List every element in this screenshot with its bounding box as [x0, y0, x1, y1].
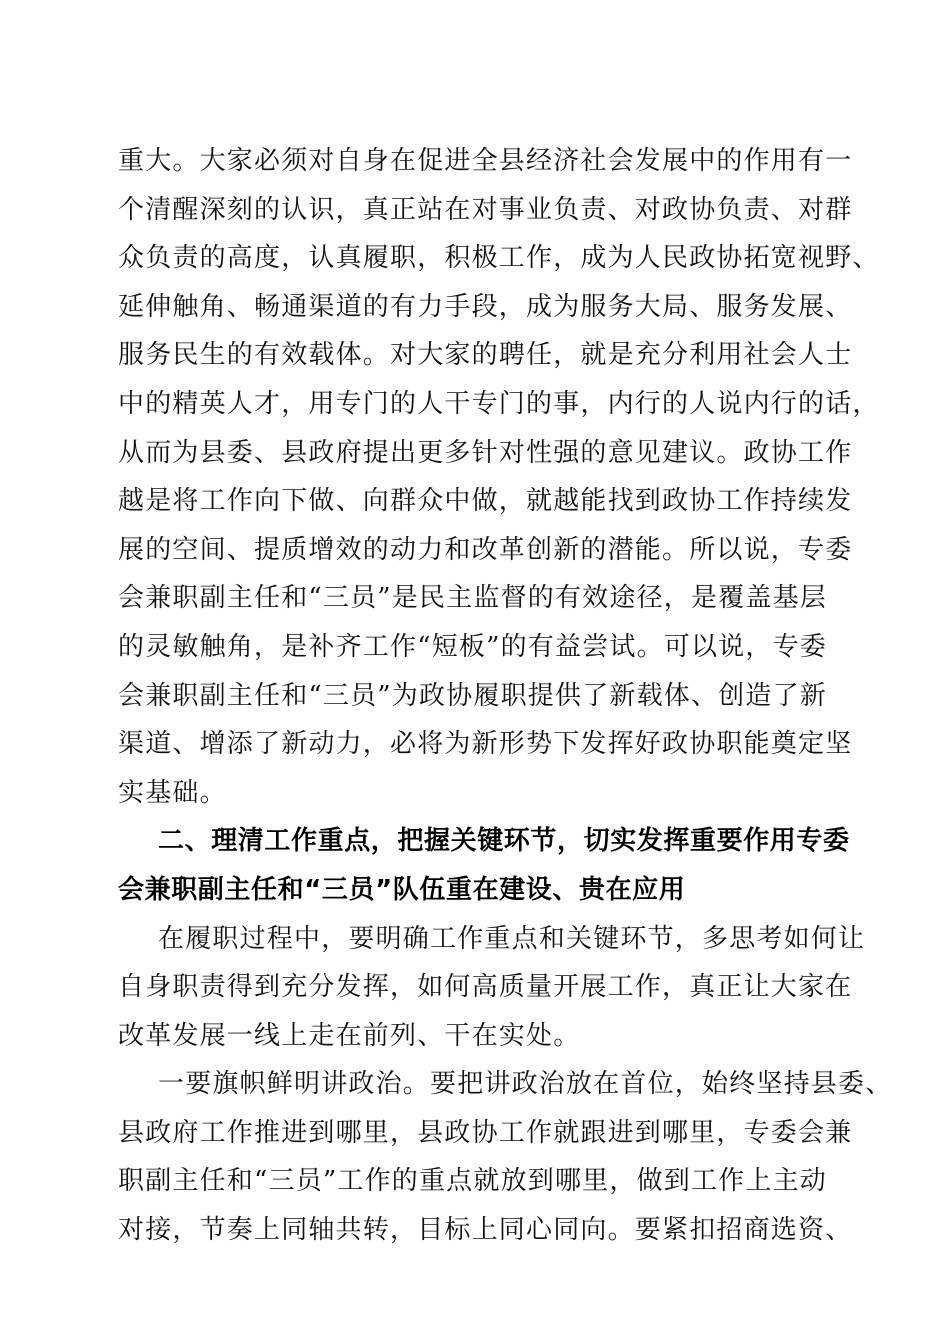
paragraph-intro	[118, 915, 866, 1061]
paragraph-line: 在履职过程中，要明确工作重点和关键环节，多思考如何让	[158, 923, 866, 954]
paragraph-line: 改革发展一线上走在前列、干在实处。	[118, 1020, 581, 1051]
paragraph-line: 越是将工作向下做、向群众中做，就越能找到政协工作持续发	[118, 486, 853, 517]
paragraph-continuation	[118, 137, 880, 817]
paragraph-line: 众负责的高度，认真履职，积极工作，成为人民政协拓宽视野、	[118, 243, 880, 274]
paragraph-line: 会兼职副主任和“三员”是民主监督的有效途径，是覆盖基层	[118, 583, 827, 614]
document-page	[118, 137, 893, 1255]
paragraph-line: 自身职责得到充分发挥，如何高质量开展工作，真正让大家在	[118, 972, 853, 1003]
paragraph-line: 会兼职副主任和“三员”为政协履职提供了新载体、创造了新	[118, 680, 827, 711]
paragraph-line: 对接，节奏上同轴共转，目标上同心同向。要紧扣招商选资、	[118, 1215, 853, 1246]
paragraph-line: 县政府工作推进到哪里，县政协工作就跟进到哪里，专委会兼	[118, 1117, 853, 1148]
heading-line: 二、理清工作重点，把握关键环节，切实发挥重要作用专委	[158, 826, 850, 857]
paragraph-line: 的灵敏触角，是补齐工作“短板”的有益尝试。可以说，专委	[118, 631, 827, 662]
paragraph-line: 一要旗帜鲜明讲政治。要把讲政治放在首位，始终坚持县委、	[158, 1069, 893, 1100]
paragraph-line: 服务民生的有效载体。对大家的聘任，就是充分利用社会人士	[118, 340, 853, 371]
paragraph-line: 渠道、增添了新动力，必将为新形势下发挥好政协职能奠定坚	[118, 729, 853, 760]
paragraph-line: 重大。大家必须对自身在促进全县经济社会发展中的作用有一	[118, 146, 853, 176]
paragraph-line: 展的空间、提质增效的动力和改革创新的潜能。所以说，专委	[118, 534, 853, 565]
paragraph-line: 个清醒深刻的认识，真正站在对事业负责、对政协负责、对群	[118, 194, 853, 225]
paragraph-line: 从而为县委、县政府提出更多针对性强的意见建议。政协工作	[118, 437, 853, 468]
paragraph-line: 中的精英人才，用专门的人干专门的事，内行的人说内行的话，	[118, 388, 880, 419]
paragraph-point-one	[118, 1060, 893, 1254]
heading-line: 会兼职副主任和“三员”队伍重在建设、贵在应用	[118, 874, 686, 905]
paragraph-line: 实基础。	[118, 777, 227, 808]
section-heading	[118, 817, 850, 914]
paragraph-line: 职副主任和“三员”工作的重点就放到哪里，做到工作上主动	[118, 1166, 827, 1197]
paragraph-line: 延伸触角、畅通渠道的有力手段，成为服务大局、服务发展、	[118, 291, 853, 322]
